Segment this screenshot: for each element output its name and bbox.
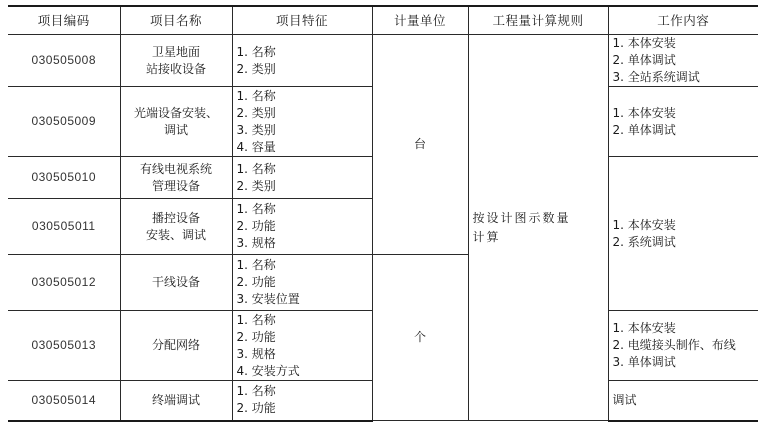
item-code: 030505013 [8,311,120,381]
header-code: 项目编码 [8,6,120,35]
item-code: 030505012 [8,255,120,311]
item-name: 有线电视系统 管理设备 [120,157,232,199]
item-name: 干线设备 [120,255,232,311]
table-row [8,35,758,87]
item-code: 030505009 [8,87,120,157]
item-code: 030505011 [8,199,120,255]
work-content: 1. 本体安装 2. 电缆接头制作、布线 3. 单体调试 [608,311,758,381]
header-unit: 计量单位 [372,6,468,35]
item-code: 030505008 [8,35,120,87]
work-content: 调试 [608,381,758,421]
item-name: 卫星地面 站接收设备 [120,35,232,87]
item-name: 光端设备安装、 调试 [120,87,232,157]
item-name: 终端调试 [120,381,232,421]
header-work: 工作内容 [608,6,758,35]
work-content: 1. 本体安装 2. 系统调试 [608,157,758,311]
bill-of-quantities-table [8,5,758,422]
item-code: 030505010 [8,157,120,199]
item-name: 播控设备 安装、调试 [120,199,232,255]
item-features: 1. 名称 2. 功能 3. 规格 4. 安装方式 [232,311,372,381]
item-name: 分配网络 [120,311,232,381]
item-features: 1. 名称 2. 类别 [232,157,372,199]
item-features: 1. 名称 2. 功能 [232,381,372,421]
item-code: 030505014 [8,381,120,421]
item-features: 1. 名称 2. 类别 3. 类别 4. 容量 [232,87,372,157]
header-name: 项目名称 [120,6,232,35]
item-features: 1. 名称 2. 类别 [232,35,372,87]
header-row [8,6,758,35]
work-content: 1. 本体安装 2. 单体调试 3. 全站系统调试 [608,35,758,87]
unit-cell: 个 [372,255,468,421]
header-rule: 工程量计算规则 [468,6,608,35]
header-features: 项目特征 [232,6,372,35]
item-features: 1. 名称 2. 功能 3. 安装位置 [232,255,372,311]
calculation-rule: 按设计图示数量 计算 [468,35,608,421]
work-content: 1. 本体安装 2. 单体调试 [608,87,758,157]
unit-cell: 台 [372,35,468,255]
item-features: 1. 名称 2. 功能 3. 规格 [232,199,372,255]
